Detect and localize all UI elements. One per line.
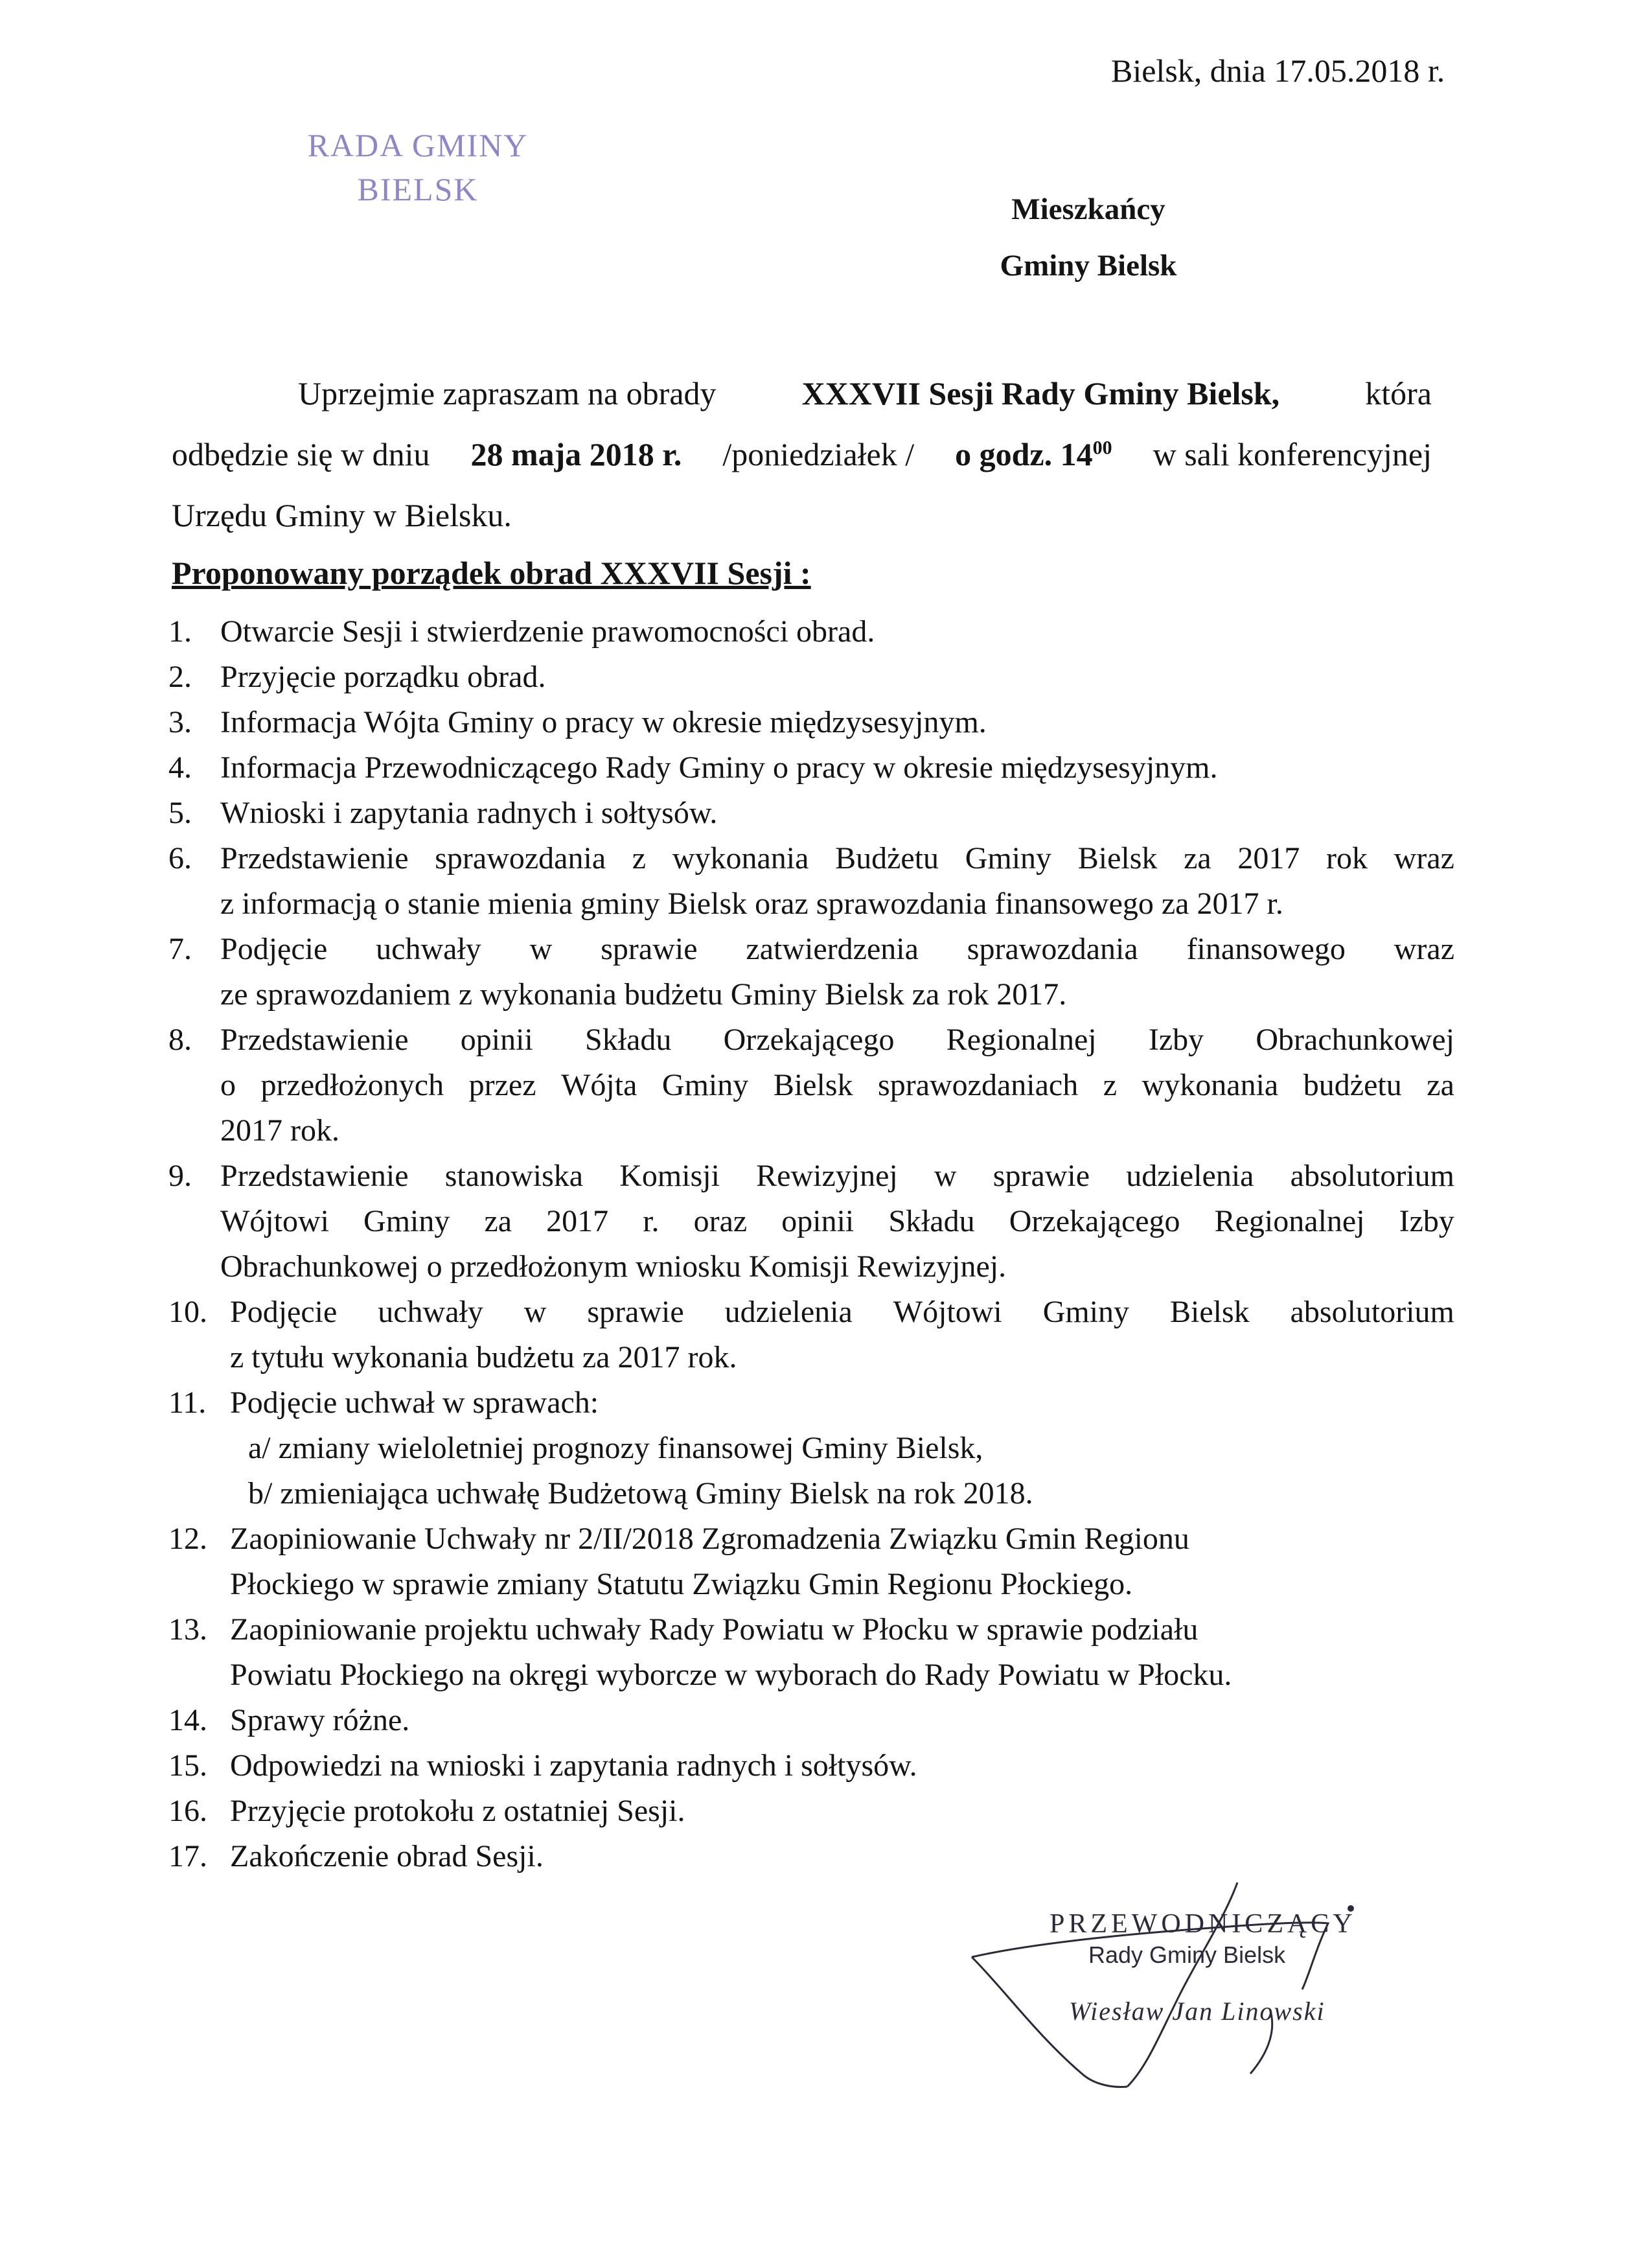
agenda-item-line: Przyjęcie protokołu z ostatniej Sesji. <box>230 1794 685 1828</box>
agenda-item <box>168 1153 1454 1290</box>
agenda-item <box>168 791 1454 836</box>
agenda-word: Przedstawienie <box>220 1023 409 1057</box>
agenda-item-number: 2. <box>168 660 192 694</box>
agenda-item-text <box>220 927 1454 1017</box>
agenda-word: o <box>220 1068 236 1102</box>
session-time: o godz. 14 <box>955 436 1093 472</box>
intro-text: Uprzejmie zapraszam na obrady <box>298 375 717 411</box>
agenda-item-number: 7. <box>168 932 192 966</box>
agenda-word: wraz <box>1394 841 1454 875</box>
agenda-item-line <box>230 1290 1454 1335</box>
agenda-word: r. <box>643 1204 660 1238</box>
agenda-item-line: z informacją o stanie mienia gminy Bielsk oraz sprawozdania finansowego za 2017 r. <box>220 886 1283 921</box>
agenda-word: wykonania <box>672 841 809 875</box>
agenda-item-line: z tytułu wykonania budżetu za 2017 rok. <box>230 1340 737 1374</box>
agenda-word: przedłożonych <box>260 1068 444 1102</box>
signature-council: Rady Gminy Bielsk <box>1088 1941 1286 1968</box>
agenda-word: sprawozdania <box>967 932 1138 966</box>
agenda-word: w <box>529 932 553 966</box>
agenda-word: udzielenia <box>1126 1159 1254 1193</box>
agenda-item-text <box>220 700 1454 745</box>
agenda-word: Orzekającego <box>1009 1204 1180 1238</box>
agenda-item-number: 8. <box>168 1023 192 1057</box>
agenda-word: Wójtowi <box>220 1204 329 1238</box>
agenda-item-text <box>220 836 1454 927</box>
agenda-item-number: 9. <box>168 1159 192 1193</box>
agenda-word: Gminy <box>1042 1295 1130 1329</box>
agenda-item-line: Przyjęcie porządku obrad. <box>220 660 546 694</box>
agenda-item-number: 14. <box>168 1703 207 1737</box>
agenda-word: Budżetu <box>835 841 939 875</box>
agenda-word: Izby <box>1399 1204 1454 1238</box>
session-date: 28 maja 2018 r. <box>470 436 682 472</box>
agenda-item-text <box>230 1290 1454 1380</box>
session-name: XXXVII Sesji Rady Gminy Bielsk, <box>801 375 1280 411</box>
agenda-word: Bielsk <box>1077 841 1158 875</box>
agenda-item-line <box>220 836 1454 881</box>
agenda-item-number: 6. <box>168 841 192 875</box>
agenda-word: w <box>523 1295 547 1329</box>
agenda-word: uchwały <box>378 1295 483 1329</box>
agenda-item <box>168 1380 1454 1516</box>
agenda-item-line: Obrachunkowej o przedłożonym wniosku Komisji Rewizyjnej. <box>220 1249 1007 1284</box>
intro-text: która <box>1365 375 1432 411</box>
agenda-item-line: b/ zmieniająca uchwałę Budżetową Gminy Bielsk na rok 2018. <box>248 1476 1033 1511</box>
agenda-word: w <box>934 1159 957 1193</box>
agenda-word: sprawozdaniach <box>878 1068 1079 1102</box>
agenda-item <box>168 655 1454 700</box>
agenda-item-line <box>220 1017 1454 1063</box>
agenda-item-text <box>230 1516 1454 1607</box>
place-date: Bielsk, dnia 17.05.2018 r. <box>1111 52 1445 89</box>
stamp-line-1: RADA GMINY <box>307 127 529 163</box>
agenda-word: zatwierdzenia <box>746 932 919 966</box>
agenda-item-text <box>230 1834 1454 1879</box>
agenda-word: opinii <box>460 1023 533 1057</box>
intro-line-1 <box>172 363 1432 424</box>
agenda-item <box>168 1743 1454 1789</box>
agenda-item-line: Zakończenie obrad Sesji. <box>230 1839 544 1873</box>
agenda-word: 2017 <box>546 1204 609 1238</box>
agenda-item-number: 11. <box>168 1385 207 1420</box>
agenda-item-number: 3. <box>168 705 192 739</box>
agenda-item <box>168 1290 1454 1380</box>
agenda-item-line <box>220 1199 1454 1244</box>
session-time-minutes: 00 <box>1092 437 1112 459</box>
agenda-word: Składu <box>888 1204 975 1238</box>
agenda-item-number: 1. <box>168 614 192 649</box>
agenda-word: budżetu <box>1303 1068 1402 1102</box>
agenda-word: Regionalnej <box>1214 1204 1365 1238</box>
agenda-word: z <box>632 841 647 875</box>
agenda-word: Komisji <box>619 1159 720 1193</box>
agenda-item-line: Zaopiniowanie projektu uchwały Rady Powiatu w Płocku w sprawie podziału <box>230 1612 1199 1647</box>
agenda-item-line: a/ zmiany wieloletniej prognozy finansowej Gminy Bielsk, <box>248 1431 983 1465</box>
agenda-item-line <box>220 1153 1454 1199</box>
signature-block <box>965 1879 1380 2100</box>
agenda-item-line: Sprawy różne. <box>230 1703 410 1737</box>
addressee-line-1: Mieszkańcy <box>1011 192 1165 226</box>
agenda-item-line: 2017 rok. <box>220 1113 339 1148</box>
intro-text: w sali konferencyjnej <box>1153 436 1432 472</box>
council-stamp <box>282 123 554 211</box>
agenda-word: 2017 <box>1237 841 1300 875</box>
agenda-word: Orzekającego <box>723 1023 895 1057</box>
agenda-item-line <box>220 1063 1454 1108</box>
agenda-item <box>168 1017 1454 1153</box>
agenda-item-line: ze sprawozdaniem z wykonania budżetu Gminy Bielsk za rok 2017. <box>220 977 1067 1012</box>
agenda-item-line: Wnioski i zapytania radnych i sołtysów. <box>220 796 718 830</box>
agenda-item-text <box>230 1380 1454 1516</box>
agenda-word: Przedstawienie <box>220 841 409 875</box>
agenda-item-text <box>220 745 1454 791</box>
agenda-item <box>168 1607 1454 1698</box>
agenda-item-number: 10. <box>168 1295 207 1329</box>
agenda-word: za <box>1427 1068 1454 1102</box>
agenda-item-number: 13. <box>168 1612 207 1647</box>
agenda-item-number: 15. <box>168 1748 207 1783</box>
agenda-word: sprawie <box>601 932 698 966</box>
agenda-word: stanowiska <box>444 1159 584 1193</box>
agenda-word: uchwały <box>376 932 481 966</box>
agenda-word: Przedstawienie <box>220 1159 409 1193</box>
agenda-item-text <box>230 1789 1454 1834</box>
agenda-word: Wójtowi <box>893 1295 1002 1329</box>
agenda-word: Regionalnej <box>946 1023 1097 1057</box>
agenda-item <box>168 700 1454 745</box>
agenda-word: oraz <box>693 1204 748 1238</box>
intro-line-2 <box>172 424 1432 485</box>
agenda-item <box>168 927 1454 1017</box>
agenda-item-text <box>230 1698 1454 1743</box>
agenda-item-line <box>220 927 1454 972</box>
agenda-item-line: Powiatu Płockiego na okręgi wyborcze w wyborach do Rady Powiatu w Płocku. <box>230 1658 1232 1692</box>
agenda-item-number: 4. <box>168 750 192 785</box>
intro-text: odbędzie się w dniu <box>172 436 430 472</box>
agenda-item <box>168 1516 1454 1607</box>
agenda-word: Izby <box>1148 1023 1204 1057</box>
agenda-word: absolutorium <box>1290 1295 1454 1329</box>
intro-text: /poniedziałek / <box>722 436 915 472</box>
agenda-word: Wójta <box>561 1068 637 1102</box>
agenda-item-text <box>220 791 1454 836</box>
agenda-word: Gminy <box>363 1204 450 1238</box>
agenda-word: absolutorium <box>1290 1159 1454 1193</box>
agenda-word: wykonania <box>1141 1068 1279 1102</box>
agenda-title: Proponowany porządek obrad XXXVII Sesji : <box>172 555 811 591</box>
agenda-word: Obrachunkowej <box>1256 1023 1454 1057</box>
agenda-word: Podjęcie <box>220 932 328 966</box>
agenda-item <box>168 1834 1454 1879</box>
agenda-item-number: 16. <box>168 1794 207 1828</box>
invitation-paragraph <box>172 363 1432 546</box>
agenda-word: Gminy <box>965 841 1052 875</box>
stamp-line-2: BIELSK <box>357 171 479 207</box>
agenda-item-text <box>220 655 1454 700</box>
agenda-item-line: Informacja Przewodniczącego Rady Gminy o pracy w okresie międzysesyjnym. <box>220 750 1218 785</box>
agenda-item <box>168 745 1454 791</box>
agenda-item <box>168 1698 1454 1743</box>
agenda-item-text <box>220 1153 1454 1290</box>
agenda-item-text <box>220 609 1454 655</box>
agenda-item-line: Podjęcie uchwał w sprawach: <box>230 1385 599 1420</box>
agenda-list <box>168 609 1454 1879</box>
agenda-word: finansowego <box>1186 932 1346 966</box>
agenda-item-text <box>220 1017 1454 1153</box>
signature-name: Wiesław Jan Linowski <box>1069 1997 1325 2026</box>
agenda-item-line: Odpowiedzi na wnioski i zapytania radnych i sołtysów. <box>230 1748 917 1783</box>
agenda-item-text <box>230 1607 1454 1698</box>
agenda-word: Gminy <box>661 1068 749 1102</box>
agenda-item-line: Informacja Wójta Gminy o pracy w okresie międzysesyjnym. <box>220 705 987 739</box>
agenda-item-number: 12. <box>168 1522 207 1556</box>
agenda-word: za <box>1184 841 1211 875</box>
intro-line-3 <box>172 485 1432 546</box>
agenda-word: Bielsk <box>1169 1295 1250 1329</box>
agenda-item-number: 17. <box>168 1839 207 1873</box>
agenda-word: wraz <box>1394 932 1454 966</box>
agenda-item-line: Otwarcie Sesji i stwierdzenie prawomocności obrad. <box>220 614 875 649</box>
intro-text: Urzędu Gminy w Bielsku. <box>172 497 512 533</box>
agenda-word: sprawozdania <box>435 841 606 875</box>
agenda-item-line: Płockiego w sprawie zmiany Statutu Związku Gmin Regionu Płockiego. <box>230 1567 1133 1601</box>
agenda-word: za <box>484 1204 512 1238</box>
addressee <box>920 181 1257 294</box>
agenda-item <box>168 1789 1454 1834</box>
agenda-word: rok <box>1326 841 1368 875</box>
agenda-item-number: 5. <box>168 796 192 830</box>
signature-title: PRZEWODNICZĄCY <box>1050 1909 1357 1939</box>
agenda-word: Składu <box>585 1023 672 1057</box>
agenda-word: opinii <box>781 1204 855 1238</box>
agenda-word: przez <box>468 1068 536 1102</box>
agenda-word: sprawie <box>992 1159 1090 1193</box>
addressee-line-2: Gminy Bielsk <box>1000 249 1177 283</box>
agenda-word: udzielenia <box>724 1295 853 1329</box>
agenda-item-line: Zaopiniowanie Uchwały nr 2/II/2018 Zgromadzenia Związku Gmin Regionu <box>230 1522 1189 1556</box>
agenda-word: z <box>1103 1068 1118 1102</box>
agenda-word: Bielsk <box>773 1068 853 1102</box>
agenda-item <box>168 609 1454 655</box>
agenda-word: Podjęcie <box>230 1295 338 1329</box>
agenda-item <box>168 836 1454 927</box>
agenda-word: sprawie <box>587 1295 684 1329</box>
agenda-item-text <box>230 1743 1454 1789</box>
agenda-word: Rewizyjnej <box>756 1159 898 1193</box>
